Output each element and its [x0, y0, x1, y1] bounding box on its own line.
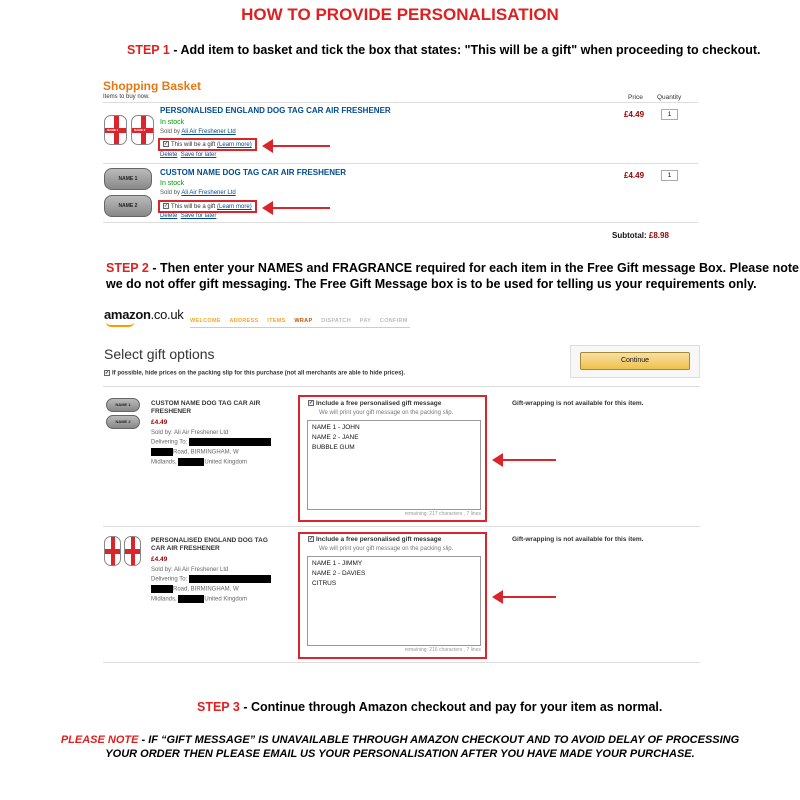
divider [103, 386, 700, 387]
gift-wrap-unavailable: Gift-wrapping is not available for this item. [512, 400, 644, 407]
gift-options-heading: Select gift options [104, 346, 215, 362]
seller-line: Sold by Ali Air Freshener Ltd [160, 129, 236, 135]
page-title: HOW TO PROVIDE PERSONALISATION [241, 5, 559, 24]
seller-line: Sold by Ali Air Freshener Ltd [160, 190, 236, 196]
red-arrow-icon [264, 207, 330, 209]
dog-tag-icon: NAME 2 [106, 415, 140, 429]
product-thumbnail [104, 536, 144, 568]
quantity-input[interactable]: 1 [661, 170, 678, 181]
step-3-text [197, 699, 662, 715]
divider [103, 163, 698, 164]
hide-prices-option[interactable]: ✓ If possible, hide prices on the packing slip for this purchase (not all merchants are able to hide prices). [105, 370, 406, 377]
note-text-a: - IF “GIFT MESSAGE” IS UNAVAILABLE THROUGH AMAZON CHECKOUT AND TO AVOID DELAY OF PROCESSING [138, 734, 740, 746]
hide-prices-checkbox[interactable]: ✓ [105, 370, 110, 376]
gift-message-hint: We will print your gift message on the packing slip. [319, 410, 454, 416]
address-line-1: Road, BIRMINGHAM, W [151, 585, 239, 594]
gift-message-checkbox[interactable]: ✓ [309, 400, 314, 407]
item-price: £4.49 [624, 171, 645, 180]
divider [103, 222, 698, 223]
basket-item-title[interactable]: CUSTOM NAME DOG TAG CAR AIR FRESHENER [160, 168, 347, 177]
redacted-name [189, 575, 271, 583]
divider [103, 526, 700, 527]
product-image-england-tags[interactable] [104, 115, 156, 155]
delete-link[interactable]: Delete [160, 213, 178, 219]
redacted-address [151, 448, 173, 456]
gift-message-option[interactable]: ✓ Include a free personalised gift message [309, 536, 442, 543]
message-line: NAME 1 - JOHN [312, 424, 360, 431]
gift-item-price: £4.49 [151, 556, 168, 563]
progress-step-wrap: WRAP [294, 318, 313, 324]
item-actions [160, 213, 216, 219]
save-for-later-link[interactable]: Save for later [180, 213, 217, 219]
gift-item-price: £4.49 [151, 419, 168, 426]
gift-message-textarea[interactable] [307, 556, 481, 646]
product-thumbnail [106, 398, 146, 430]
red-arrow-icon [494, 459, 556, 461]
gift-message-hint: We will print your gift message on the packing slip. [319, 546, 454, 552]
gift-message-checkbox[interactable]: ✓ [309, 536, 314, 543]
please-note [60, 733, 740, 761]
progress-step-address: ADDRESS [229, 318, 259, 324]
step-1-text [127, 42, 761, 58]
address-line-2: Midlands, United Kingdom [151, 596, 248, 603]
gift-wrap-unavailable: Gift-wrapping is not available for this item. [512, 536, 644, 543]
england-flag-tag-icon: NAME 2 [131, 115, 154, 145]
note-text-b: YOUR ORDER THEN PLEASE EMAIL US YOUR PERSONALISATION AFTER YOU HAVE MADE YOUR PURCHASE. [105, 748, 695, 760]
progress-step-confirm: CONFIRM [379, 318, 408, 324]
learn-more-link[interactable]: (Learn more) [217, 204, 252, 210]
basket-subtitle: Items to buy now. [103, 94, 150, 100]
save-for-later-link[interactable]: Save for later [180, 152, 217, 158]
dog-tag-icon: NAME 1 [104, 168, 152, 190]
step-3-instruction: - Continue through Amazon checkout and pay for your item as normal. [239, 700, 663, 714]
basket-title: Shopping Basket [103, 79, 202, 93]
item-actions [160, 152, 216, 158]
gift-checkbox[interactable]: ✓ [164, 141, 169, 148]
delete-link[interactable]: Delete [160, 152, 178, 158]
redacted-address [151, 585, 173, 593]
note-label: PLEASE NOTE [60, 734, 139, 746]
seller-link[interactable]: Ali Air Freshener Ltd [181, 190, 236, 196]
gift-message-textarea[interactable] [307, 420, 481, 510]
message-line: CITRUS [312, 580, 337, 587]
remaining-count: remaining: 216 characters , 7 lines [404, 647, 481, 653]
step-2-text-line-1 [106, 260, 799, 276]
message-line: NAME 2 - DAVIES [312, 570, 366, 577]
england-flag-tag-icon [124, 536, 141, 566]
divider [103, 102, 698, 103]
remaining-count: remaining: 217 characters , 7 lines [404, 511, 481, 517]
amazon-logo: amazon.co.uk [104, 307, 184, 322]
step-1-instruction: - Add item to basket and tick the box that states: "This will be a gift" when proceeding to checkout. [169, 43, 761, 57]
continue-button[interactable]: Continue [580, 352, 690, 370]
gift-checkbox-row[interactable]: ✓ This will be a gift (Learn more) [158, 200, 257, 213]
quantity-column-header: Quantity [657, 94, 682, 101]
dog-tag-icon: NAME 1 [106, 398, 140, 412]
progress-step-dispatch: DISPATCH [321, 318, 351, 324]
delivery-line: Delivering To: [151, 575, 271, 584]
england-flag-tag-icon: NAME 1 [104, 115, 127, 145]
step-1-number: STEP 1 [127, 43, 170, 57]
redacted-postcode [178, 458, 204, 466]
step-3-number: STEP 3 [197, 700, 240, 714]
stock-status: In stock [160, 180, 185, 187]
amazon-smile-icon [106, 322, 134, 327]
red-arrow-icon [264, 145, 330, 147]
progress-step-items: ITEMS [267, 318, 286, 324]
address-line-2: Midlands, United Kingdom [151, 459, 248, 466]
divider [103, 662, 700, 663]
step-2-instruction-a: - Then enter your NAMES and FRAGRANCE required for each item in the Free Gift message Box. Please note [148, 261, 799, 275]
quantity-input[interactable]: 1 [661, 109, 678, 120]
subtotal: Subtotal: £8.98 [612, 231, 669, 240]
message-line: NAME 1 - JIMMY [312, 560, 363, 567]
seller-link[interactable]: Ali Air Freshener Ltd [181, 129, 236, 135]
message-line: NAME 2 - JANE [312, 434, 359, 441]
checkout-progress [190, 318, 415, 324]
progress-step-welcome: WELCOME [190, 318, 221, 324]
message-line: BUBBLE GUM [312, 444, 355, 451]
dog-tag-icon: NAME 2 [104, 195, 152, 217]
red-arrow-icon [494, 596, 556, 598]
product-image-custom-tags[interactable] [104, 168, 156, 220]
progress-track [190, 327, 410, 328]
gift-checkbox-row[interactable]: ✓ This will be a gift (Learn more) [158, 138, 257, 151]
price-column-header: Price [628, 94, 643, 101]
redacted-name [189, 438, 271, 446]
england-flag-tag-icon [104, 536, 121, 566]
gift-message-option[interactable]: ✓ Include a free personalised gift message [309, 400, 442, 407]
gift-item-seller: Sold by: Ali Air Freshener Ltd [151, 567, 229, 573]
gift-item-title: PERSONALISED ENGLAND DOG TAG CAR AIR FRESHENER [151, 537, 268, 552]
stock-status: In stock [160, 119, 185, 126]
gift-checkbox[interactable]: ✓ [164, 203, 169, 210]
item-price: £4.49 [624, 110, 645, 119]
progress-step-pay: PAY [359, 318, 372, 324]
gift-item-seller: Sold by: Ali Air Freshener Ltd [151, 430, 229, 436]
address-line-1: Road, BIRMINGHAM, W [151, 448, 239, 457]
redacted-postcode [178, 595, 204, 603]
gift-item-title: CUSTOM NAME DOG TAG CAR AIR FRESHENER [151, 400, 261, 415]
step-2-instruction-b: we do not offer gift messaging. The Free Gift Message box is to be used for telling us your requirements only. [106, 277, 757, 291]
step-2-number: STEP 2 [106, 261, 149, 275]
delivery-line: Delivering To: [151, 438, 271, 447]
learn-more-link[interactable]: (Learn more) [217, 142, 252, 148]
basket-item-title[interactable]: PERSONALISED ENGLAND DOG TAG CAR AIR FRESHENER [160, 106, 391, 115]
